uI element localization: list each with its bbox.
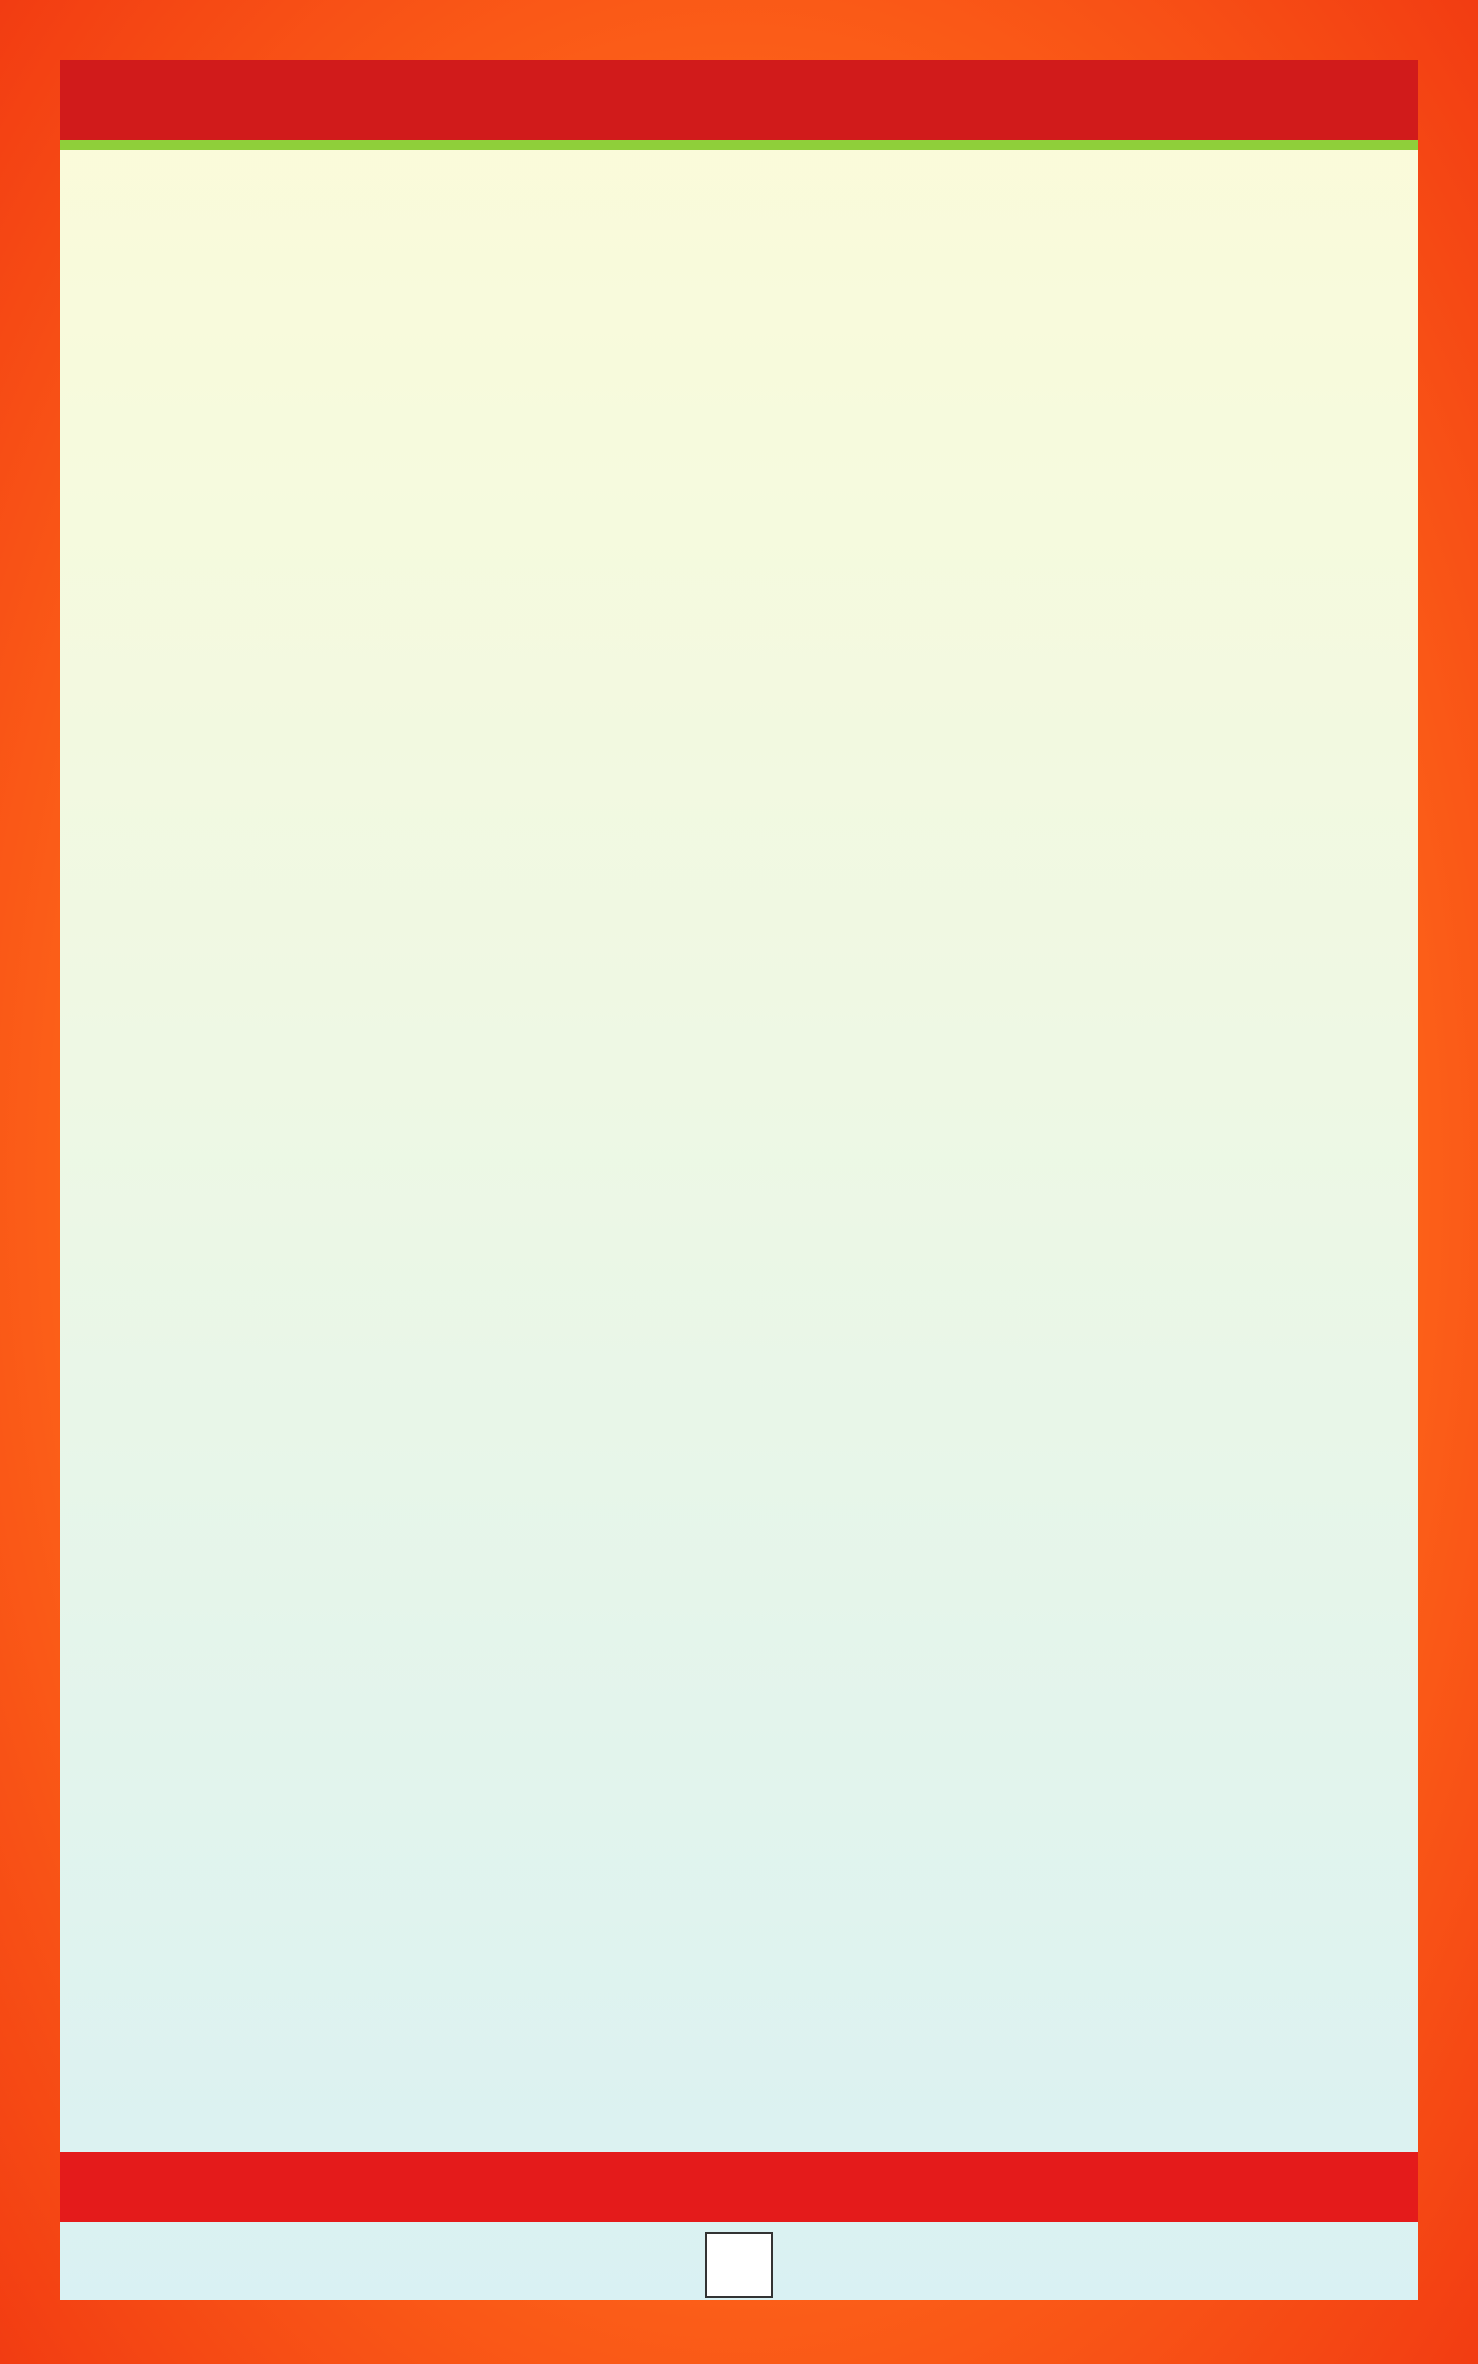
content bbox=[90, 175, 1388, 465]
guru-paragraph bbox=[90, 177, 1388, 265]
floral-top-border bbox=[60, 60, 1418, 150]
footer-dedication bbox=[60, 2152, 1418, 2222]
page-number bbox=[705, 2232, 773, 2298]
page bbox=[60, 60, 1418, 2300]
